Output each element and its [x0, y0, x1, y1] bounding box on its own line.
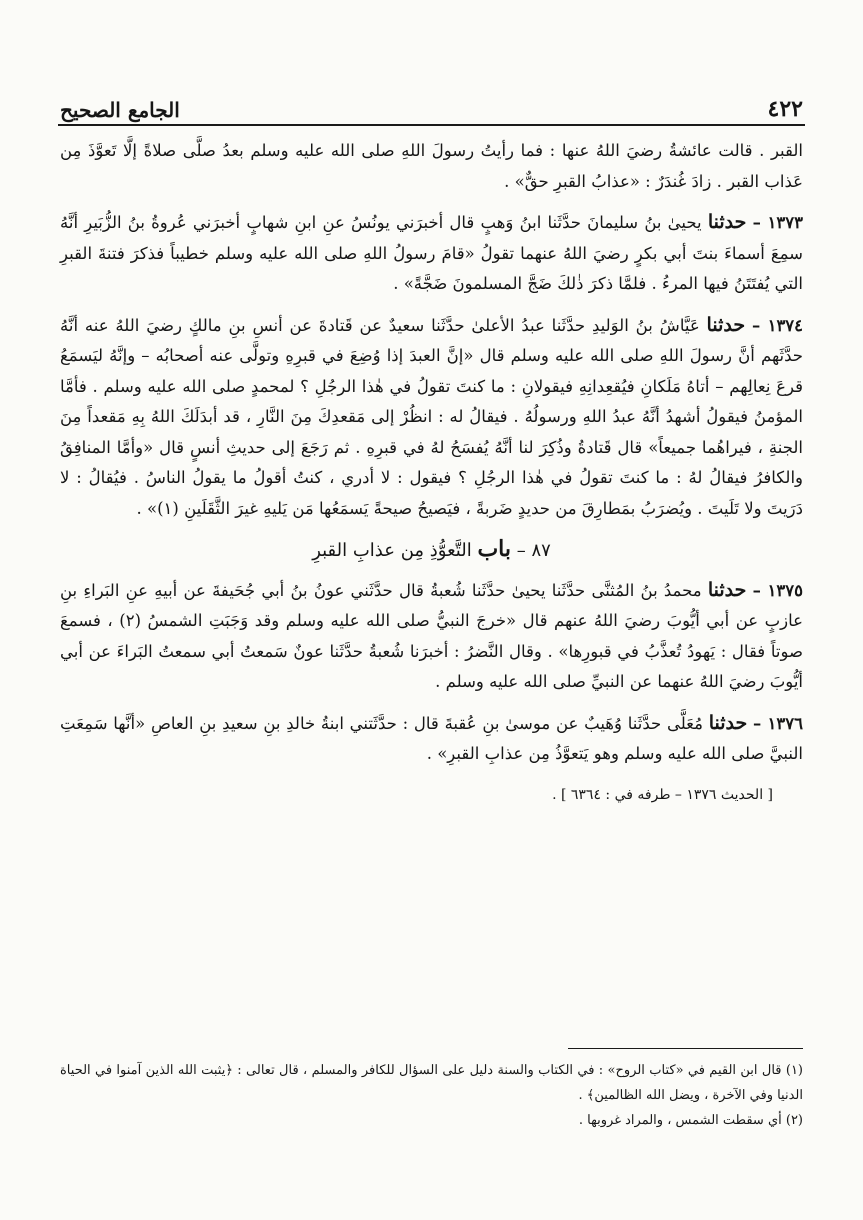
hadith-number: ١٣٧٥ –: [752, 580, 803, 600]
hadith-text: مُعَلَّى حدَّثَنا وُهَيبٌ عن موسىٰ بنِ عُقبةَ قال : حدَّثَتني ابنةُ خالدِ بنِ سعيدِ بنِ العاصِ «أنَّها سَمِعَتِ النبيَّ صلى الله عليه وسلم وهو يَتعوَّذُ مِن عذابِ القبرِ» .: [60, 713, 803, 763]
footnote-2: (٢) أي سقطت الشمس ، والمراد غروبها .: [578, 1113, 803, 1128]
running-title: الجامع الصحيح: [60, 98, 180, 122]
hadith-text: يحيىٰ بنُ سليمانَ حدَّثَنا ابنُ وَهبٍ قال أخبرَني يونُسُ عنِ ابنِ شهابٍ أخبرَني عُروةُ بنُ الزُّبَيرِ أنَّهُ سمِعَ أسماءَ بنتَ أبي بكرٍ رضيَ اللهُ عنهما تقولُ «قامَ رسولُ اللهِ صلى الله عليه وسلم خطيباً فذكرَ فتنةَ القبرِ التي يُفتَتَنُ فيها المرءُ . فلمَّا ذكرَ ذٰلكَ ضَجَّ المسلمونَ ضَجَّةً» .: [60, 213, 803, 293]
hadith-number: ١٣٧٣ –: [752, 213, 803, 232]
hadith-keyword: حدثنا: [708, 711, 748, 734]
footnote-1: (١) قال ابن القيم في «كتاب الروح» : في الكتاب والسنة دليل على السؤال للكافر والمسلم ، قال تعالى : ﴿يثبت الله الذين آمنوا في الحياة الدنيا وفي الآخرة ، ويضل الله الظالمين﴾ .: [60, 1063, 803, 1103]
hadith-keyword: حدثنا: [707, 211, 747, 233]
hadith-number: ١٣٧٤ –: [751, 315, 804, 335]
chapter-heading: [60, 534, 803, 567]
hadith-1375: [60, 575, 803, 698]
footnote-rule: [568, 1048, 803, 1049]
reference-note: [ الحديث ١٣٧٦ – طرفه في : ٦٣٦٤ ] .: [552, 786, 773, 803]
hadith-text: القبر . قالت عائشةُ رضيَ اللهُ عنها : فما رأيتُ رسولَ اللهِ صلى الله عليه وسلم بعدُ صلَّى صلاةً إلَّا تَعوَّذَ مِن عَذاب القبر . زادَ غُندَرٌ : «عذابُ القبرِ حقٌّ» .: [60, 141, 803, 191]
chapter-title: التَّعوُّذِ مِن عذابِ القبرِ: [312, 540, 472, 561]
footnotes: [60, 1058, 803, 1133]
hadith-1373: [60, 207, 803, 300]
hadith-text: محمدُ بنُ المُثنَّى حدَّثَنا يحيىٰ حدَّثَنا شُعبةُ قال حدَّثَني عونُ بنُ أبي جُحَيفةَ عن أبيهِ عنِ البَراءِ بنِ عازبٍ عن أبي أيُّوبَ رضيَ اللهُ عنهم قال «خرجَ النبيُّ صلى الله عليه وسلم وقد وَجَبَتِ الشمسُ (٢) ، فسمعَ صوتاً فقال : يَهودُ تُعذَّبُ في قبورِها» . وقال النَّضرُ : أخبرَنا شُعبةُ حدَّثَنا عونٌ سَمعتُ أبي سمعتُ البَراءَ عن أبي أيُّوبَ رضيَ اللهُ عنهما عن النبيِّ صلى الله عليه وسلم .: [60, 580, 803, 691]
header-rule: [58, 124, 805, 126]
page-header: [60, 82, 803, 122]
page-number: ٤٢٢: [767, 96, 803, 122]
chapter-bab: باب: [477, 536, 511, 562]
hadith-keyword: حدثنا: [706, 313, 746, 336]
hadith-1374: [60, 310, 803, 525]
hadith-keyword: حدثنا: [707, 578, 747, 601]
hadith-continuation: [60, 136, 803, 197]
main-text: [60, 136, 803, 810]
chapter-number: ٨٧ –: [516, 540, 551, 561]
hadith-number: ١٣٧٦ –: [753, 713, 803, 733]
hadith-1376: [60, 708, 803, 770]
hadith-text: عَيَّاشُ بنُ الوَليدِ حدَّثَنا عبدُ الأعلىٰ حدَّثَنا سعيدٌ عن قَتادةَ عن أنسِ بنِ مالكٍ رضيَ اللهُ عنه أنَّهُ حدَّثَهم أنَّ رسولَ اللهِ صلى الله عليه وسلم قال «إنَّ العبدَ إذا وُضِعَ في قبرِهِ وتولَّى عنه أصحابُه – وإنَّهُ ليَسمَعُ قرعَ نِعالِهم – أتاهُ مَلَكانِ فيُقعِدانِهِ فيقولانِ : ما كنتَ تقولُ في هٰذا الرجُلِ ؟ لمحمدٍ صلى الله عليه وسلم . فأمَّا المؤمنُ فيقولُ أشهدُ أنَّهُ عبدُ اللهِ ورسولُهُ . فيقالُ له : انظُرْ إلى مَقعدِكَ مِنَ النَّارِ ، قد أبدَلَكَ اللهُ بِهِ مَقعداً مِنَ الجنةِ ، فيراهُما جميعاً» قال قَتادةُ وذُكِرَ لنا أنَّهُ يُفسَحُ لهُ في قبرِهِ . ثم رَجَعَ إلى حديثِ أنسٍ قال «وأمَّا المنافِقُ والكافرُ فيقالُ لهُ : ما كنتَ تقولُ في هٰذا الرجُلِ ؟ فيقول : لا أدري ، كنتُ أقولُ ما يقولُ الناسُ . فيُقالُ : لا دَرَيتَ ولا تَلَيتَ . ويُضرَبُ بمَطارِقَ من حديدٍ ضَربةً ، فيَصيحُ صيحةً يَسمَعُها مَن يَليهِ غيرَ الثَّقَلَينِ (١)» .: [60, 315, 803, 518]
